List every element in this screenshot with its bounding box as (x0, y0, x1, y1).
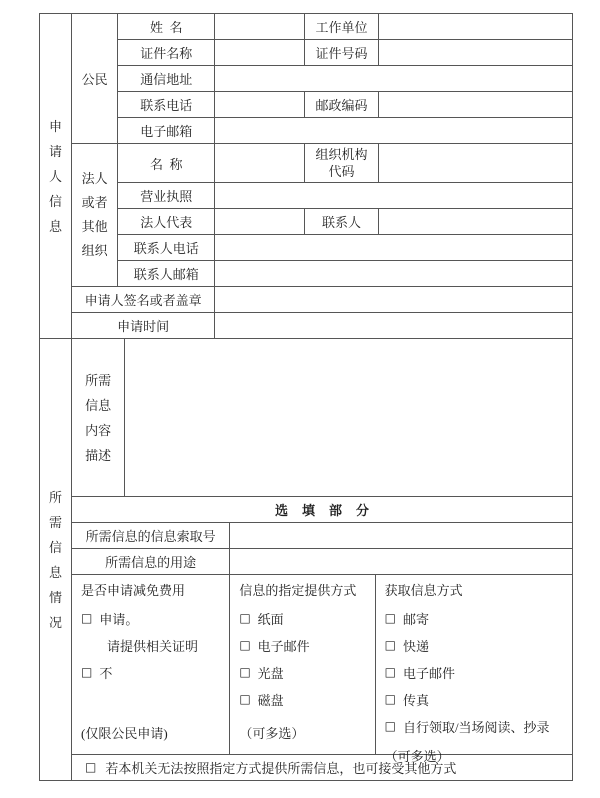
representative-label: 法人代表 (118, 209, 215, 235)
obtain-option-email[interactable]: □ 电子邮件 (384, 665, 455, 681)
obtain-option-fax[interactable]: □ 传真 (384, 692, 429, 708)
contact-label: 联系人 (305, 209, 378, 235)
name-label: 姓 名 (118, 14, 215, 40)
group-label-organization: 法人 或者 其他 组织 (72, 144, 118, 287)
work-unit-label: 工作单位 (305, 14, 378, 40)
signature-input[interactable] (215, 287, 573, 313)
purpose-input[interactable] (230, 549, 573, 575)
license-label: 营业执照 (118, 183, 215, 209)
fee-apply-note: 请提供相关证明 (107, 639, 199, 654)
org-contact-email-input[interactable] (215, 261, 573, 287)
fee-apply-label: 申请。 (99, 612, 139, 627)
org-contact-phone-input[interactable] (215, 235, 573, 261)
checkbox-icon: □ (81, 611, 93, 625)
fee-waiver-cell (72, 575, 230, 755)
spacer (239, 709, 367, 713)
spacer (81, 682, 222, 713)
email-label: 电子邮箱 (118, 118, 215, 144)
description-input[interactable] (125, 339, 573, 497)
obtain-option-express[interactable]: □ 快递 (384, 638, 429, 654)
delivery-option-paper[interactable]: □ 纸面 (239, 611, 284, 627)
org-contact-input[interactable] (378, 209, 572, 235)
obtain-footnote: （可多选） (384, 749, 450, 764)
citizen-address-input[interactable] (215, 66, 573, 92)
apply-time-input[interactable] (215, 313, 573, 339)
org-code-input[interactable] (378, 144, 572, 183)
section-label-required-info: 所 需 信 息 情 况 (40, 339, 72, 781)
citizen-phone-input[interactable] (215, 92, 305, 118)
citizen-postcode-input[interactable] (378, 92, 572, 118)
checkbox-icon: □ (384, 719, 396, 733)
checkbox-icon: □ (85, 760, 97, 774)
checkbox-icon: □ (384, 665, 396, 679)
citizen-work-unit-input[interactable] (378, 14, 572, 40)
checkbox-icon: □ (239, 611, 251, 625)
org-code-label: 组织机构 代码 (305, 144, 378, 183)
obtain-method-cell (375, 575, 572, 764)
delivery-method-cell (230, 575, 375, 755)
id-number-label: 证件号码 (305, 40, 378, 66)
signature-label: 申请人签名或者盖章 (72, 287, 215, 313)
apply-time-label: 申请时间 (72, 313, 215, 339)
optional-section-header: 选填部分 (72, 497, 573, 523)
description-label: 所需 信息 内容 描述 (72, 339, 125, 497)
address-label: 通信地址 (118, 66, 215, 92)
checkbox-icon: □ (239, 665, 251, 679)
postcode-label: 邮政编码 (305, 92, 378, 118)
delivery-title: 信息的指定提供方式 (239, 583, 357, 598)
checkbox-icon: □ (384, 611, 396, 625)
index-number-label: 所需信息的信息索取号 (72, 523, 230, 549)
delivery-option-cd[interactable]: □ 光盘 (239, 665, 284, 681)
id-type-label: 证件名称 (118, 40, 215, 66)
obtain-option-mail[interactable]: □ 邮寄 (384, 611, 429, 627)
contact-email-label: 联系人邮箱 (118, 261, 215, 287)
fallback-note-label: 若本机关无法按照指定方式提供所需信息，也可接受其他方式 (105, 761, 457, 776)
checkbox-icon: □ (384, 692, 396, 706)
org-name-label: 名 称 (118, 144, 215, 183)
org-license-input[interactable] (215, 183, 573, 209)
group-label-citizen: 公民 (72, 14, 118, 144)
purpose-label: 所需信息的用途 (72, 549, 230, 575)
fee-apply-option[interactable] (81, 609, 222, 628)
citizen-id-type-input[interactable] (215, 40, 305, 66)
delivery-option-email[interactable]: □ 电子邮件 (239, 638, 310, 654)
index-number-input[interactable] (230, 523, 573, 549)
citizen-id-number-input[interactable] (378, 40, 572, 66)
fee-no-option[interactable] (81, 663, 222, 682)
delivery-option-disk[interactable]: □ 磁盘 (239, 692, 284, 708)
required-info-table (39, 338, 573, 781)
application-form (39, 13, 573, 781)
citizen-name-input[interactable] (215, 14, 305, 40)
citizen-email-input[interactable] (215, 118, 573, 144)
applicant-info-table (39, 13, 573, 339)
contact-phone-label: 联系人电话 (118, 235, 215, 261)
fee-footnote: (仅限公民申请) (81, 726, 168, 741)
fee-waiver-title: 是否申请减免费用 (81, 583, 186, 598)
section-label-applicant-info: 申 请 人 信 息 (40, 14, 72, 339)
checkbox-icon: □ (81, 665, 93, 679)
obtain-title: 获取信息方式 (384, 583, 463, 598)
delivery-footnote: （可多选） (239, 726, 305, 741)
phone-label: 联系电话 (118, 92, 215, 118)
org-name-input[interactable] (215, 144, 305, 183)
obtain-option-self-pickup[interactable]: □ 自行领取/当场阅读、抄录 (384, 719, 550, 735)
checkbox-icon: □ (384, 638, 396, 652)
checkbox-icon: □ (239, 638, 251, 652)
fee-no-label: 不 (99, 666, 113, 681)
checkbox-icon: □ (239, 692, 251, 706)
org-representative-input[interactable] (215, 209, 305, 235)
